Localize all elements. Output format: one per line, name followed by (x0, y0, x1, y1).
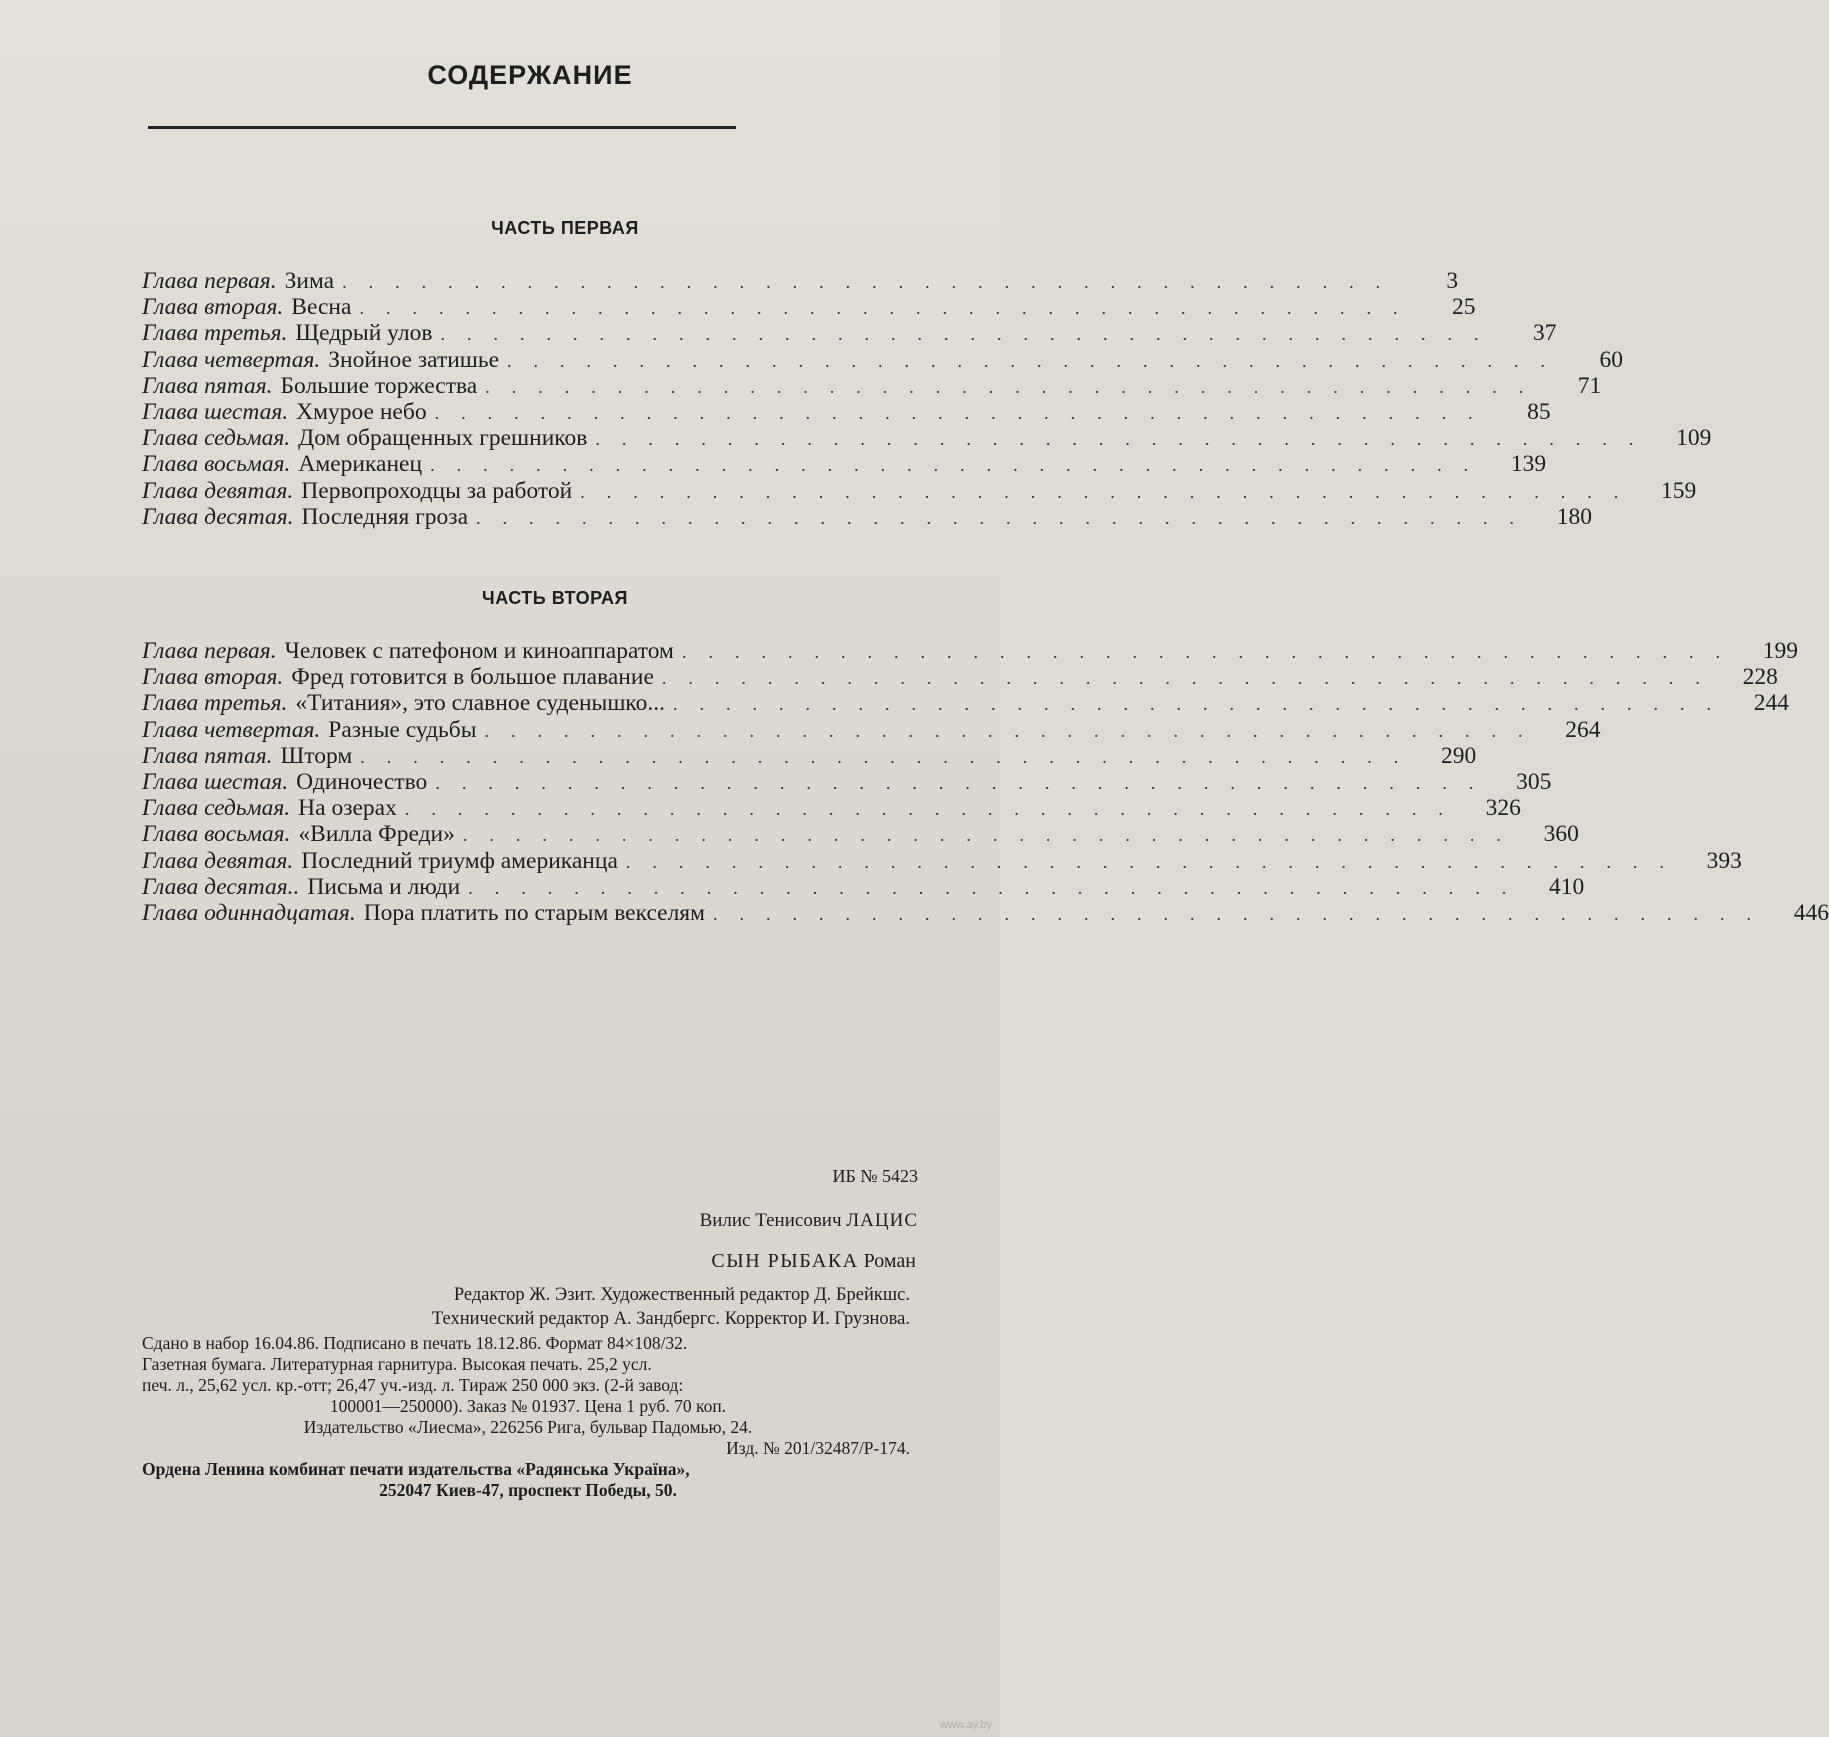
page-number: 109 (1676, 425, 1712, 452)
page-number: 159 (1660, 477, 1697, 504)
author-line (700, 1210, 918, 1232)
chapter-label: Глава десятая. (142, 503, 294, 530)
chapter-label: Глава седьмая. (142, 795, 291, 822)
chapter-title: Дом обращенных грешников (298, 425, 588, 452)
page-number: 85 (1527, 398, 1551, 425)
chapter-title: «Титания», это славное суденышко... (295, 690, 666, 717)
toc-entry (142, 795, 1521, 822)
chapter-title: Зима (284, 268, 335, 294)
dot-leader: ........................................ (507, 350, 1568, 371)
chapter-title: Письма и люди (307, 873, 461, 900)
book-title: СЫН РЫБАКА (711, 1250, 859, 1272)
dot-leader: ........................................ (484, 720, 1545, 741)
printer-address: 252047 Киев-47, проспект Победы, 50. (379, 1480, 677, 1500)
dot-leader: ........................................ (595, 429, 1656, 450)
chapter-title: Фред готовится в большое плавание (291, 664, 654, 691)
printer-line: Ордена Ленина комбинат печати издательства «Радянська Україна», (142, 1459, 690, 1479)
chapter-title: На озерах (298, 795, 397, 822)
dot-leader: ........................................ (342, 272, 1403, 292)
chapter-title: Щедрый улов (295, 320, 433, 347)
page-number: 139 (1510, 451, 1547, 478)
toc-entry (142, 664, 1778, 691)
chapter-title: Последний триумф американца (301, 847, 618, 874)
chapter-title: Первопроходцы за работой (301, 477, 573, 504)
dot-leader: ........................................ (360, 746, 1421, 767)
chapter-title: Большие торжества (280, 372, 478, 399)
printing-details (142, 1333, 914, 1501)
page-number: 446 (1793, 899, 1829, 926)
book-title-line (711, 1250, 916, 1272)
dot-leader: ........................................ (462, 825, 1523, 846)
chapter-label: Глава шестая. (142, 768, 289, 795)
toc-entry (142, 372, 1602, 399)
editors-line: Технический редактор А. Зандбергс. Корректор И. Грузнова. (431, 1309, 910, 1329)
toc-entry (142, 847, 1742, 874)
chapter-label: Глава шестая. (142, 398, 289, 425)
page-number: 3 (1446, 268, 1459, 294)
chapter-label: Глава восьмая. (142, 821, 291, 848)
toc-entry (142, 503, 1592, 530)
chapter-label: Глава первая. (142, 268, 277, 294)
page-number: 228 (1742, 664, 1778, 691)
author-given-names: Вилис Тенисович (699, 1210, 842, 1231)
print-line: печ. л., 25,62 усл. кр.-отт; 26,47 уч.-изд. л. Тираж 250 000 экз. (2-й завод: (142, 1375, 684, 1395)
part-one-heading: ЧАСТЬ ПЕРВАЯ (491, 218, 639, 238)
dot-leader: ........................................ (476, 507, 1536, 528)
page-number: 410 (1548, 873, 1585, 900)
page-number: 264 (1565, 716, 1601, 743)
chapter-title: Весна (291, 294, 352, 321)
chapter-label: Глава седьмая. (142, 425, 291, 452)
toc-part-two (142, 638, 1829, 926)
dot-leader: ........................................ (713, 903, 1773, 924)
page-number: 326 (1485, 795, 1521, 822)
publisher-line: Издательство «Лиесма», 226256 Рига, бульвар Падомью, 24. (303, 1417, 753, 1437)
toc-entry (142, 425, 1712, 452)
chapter-label: Глава вторая. (142, 294, 284, 321)
dot-leader: ........................................ (673, 694, 1734, 715)
chapter-label: Глава девятая. (142, 847, 294, 874)
title-underline (148, 126, 736, 129)
dot-leader: ........................................ (435, 772, 1496, 793)
chapter-title: Последняя гроза (301, 503, 468, 530)
chapter-title: Пора платить по старым векселям (363, 899, 705, 926)
print-line: 100001—250000). Заказ № 01937. Цена 1 руб. 70 коп. (329, 1396, 727, 1416)
toc-entry (142, 294, 1476, 321)
chapter-label: Глава первая. (142, 638, 277, 664)
editors-block (432, 1283, 910, 1331)
chapter-label: Глава девятая. (142, 477, 294, 504)
toc-entry (142, 742, 1477, 769)
toc-entry (142, 477, 1697, 504)
dot-leader: ........................................ (434, 402, 1495, 423)
chapter-label: Глава вторая. (142, 664, 284, 691)
toc-entry (142, 899, 1829, 926)
toc-entry (142, 638, 1798, 664)
toc-entry (142, 768, 1552, 795)
dot-leader: ........................................ (485, 376, 1546, 397)
dot-leader: ........................................ (681, 642, 1742, 662)
toc-part-one (142, 268, 1712, 530)
chapter-title: Одиночество (296, 768, 428, 795)
dot-leader: ........................................ (430, 455, 1491, 476)
page-number: 199 (1762, 638, 1798, 664)
toc-entry (142, 716, 1601, 743)
chapter-label: Глава четвертая. (142, 716, 321, 743)
chapter-label: Глава третья. (142, 320, 288, 347)
toc-entry (142, 268, 1459, 294)
chapter-title: Человек с патефоном и киноаппаратом (284, 638, 674, 664)
page-number: 37 (1532, 320, 1557, 347)
chapter-label: Глава одиннадцатая. (142, 899, 356, 926)
chapter-title: Знойное затишье (328, 346, 500, 373)
toc-entry (142, 821, 1579, 848)
toc-entry (142, 346, 1624, 373)
edition-number: Изд. № 201/32487/Р-174. (726, 1438, 910, 1458)
page-number: 60 (1599, 346, 1624, 373)
dot-leader: ........................................ (440, 324, 1501, 345)
page-number: 393 (1706, 847, 1742, 874)
page-number: 244 (1753, 690, 1790, 717)
print-line: Сдано в набор 16.04.86. Подписано в печать 18.12.86. Формат 84×108/32. (142, 1333, 688, 1353)
chapter-label: Глава пятая. (142, 372, 273, 399)
page-number: 25 (1451, 294, 1476, 321)
ib-number: ИБ № 5423 (832, 1166, 918, 1186)
toc-entry (142, 320, 1557, 347)
part-two-heading: ЧАСТЬ ВТОРАЯ (482, 588, 628, 608)
author-surname: ЛАЦИС (846, 1210, 918, 1231)
page-number: 180 (1556, 503, 1592, 530)
page-number: 305 (1516, 768, 1552, 795)
editors-line: Редактор Ж. Эзит. Художественный редактор Д. Брейкшс. (453, 1285, 910, 1305)
chapter-label: Глава четвертая. (142, 346, 321, 373)
print-line: Газетная бумага. Литературная гарнитура. Высокая печать. 25,2 усл. (142, 1354, 652, 1374)
chapter-label: Глава пятая. (142, 742, 273, 769)
toc-entry (142, 690, 1790, 717)
chapter-label: Глава восьмая. (142, 451, 291, 478)
chapter-title: «Вилла Фреди» (298, 821, 455, 848)
page-number: 71 (1577, 372, 1602, 399)
book-genre: Роман (863, 1250, 916, 1272)
dot-leader: ........................................ (359, 298, 1420, 319)
page-title: СОДЕРЖАНИЕ (427, 60, 633, 90)
toc-entry (142, 451, 1547, 478)
toc-entry (142, 873, 1585, 900)
chapter-title: Американец (298, 451, 423, 478)
page-number: 290 (1440, 742, 1477, 769)
site-watermark: www.ay.by (940, 1719, 992, 1731)
chapter-label: Глава третья. (142, 690, 288, 717)
dot-leader: ........................................ (468, 877, 1529, 898)
dot-leader: ........................................ (404, 799, 1465, 820)
dot-leader: ........................................ (580, 481, 1641, 502)
dot-leader: ........................................ (661, 668, 1722, 689)
chapter-label: Глава десятая.. (142, 873, 300, 900)
dot-leader: ........................................ (625, 851, 1686, 872)
chapter-title: Шторм (280, 742, 353, 769)
chapter-title: Разные судьбы (328, 716, 477, 743)
chapter-title: Хмурое небо (296, 398, 427, 425)
toc-entry (142, 398, 1551, 425)
page-number: 360 (1543, 821, 1579, 848)
